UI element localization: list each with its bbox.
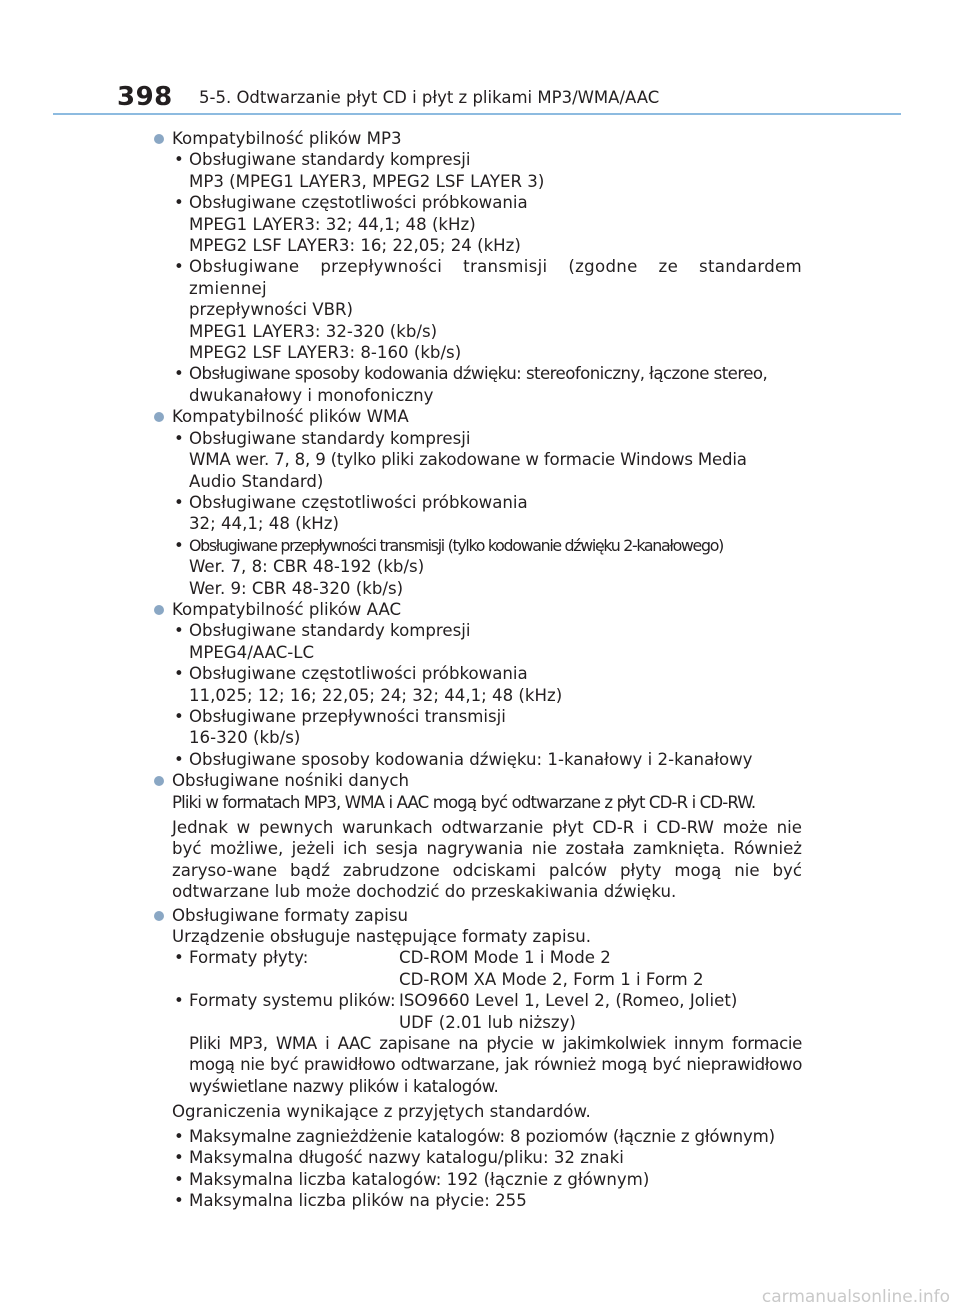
list-item xyxy=(152,363,802,406)
item-text: • Obsługiwane częstotliwości próbkowania xyxy=(189,664,528,684)
item-text: • Maksymalna liczba plików na płycie: 255 xyxy=(189,1190,527,1210)
paragraph: Urządzenie obsługuje następujące formaty zapisu. xyxy=(172,927,592,947)
format-value: CD-ROM XA Mode 2, Form 1 i Form 2 xyxy=(399,969,704,989)
item-text: 16-320 (kb/s) xyxy=(189,728,301,748)
section-mp3 xyxy=(152,128,802,149)
format-label: Formaty systemu plików: xyxy=(189,991,396,1011)
paragraph: Pliki w formatach MP3, WMA i AAC mogą być odtwarzane z płyt CD-R i CD-RW. xyxy=(172,792,756,812)
item-text: 32; 44,1; 48 (kHz) xyxy=(189,514,339,534)
section-bullet-icon xyxy=(154,911,164,921)
item-text: • Obsługiwane przepływności transmisji (tylko kodowanie dźwięku 2-kanałowego) xyxy=(189,535,723,555)
item-text: • Obsługiwane częstotliwości próbkowania xyxy=(189,193,528,213)
header-divider xyxy=(53,113,901,115)
item-text: • Obsługiwane sposoby kodowania dźwięku: 1-kanałowy i 2-kanałowy xyxy=(189,749,753,769)
item-text: MPEG1 LAYER3: 32; 44,1; 48 (kHz) xyxy=(189,214,476,234)
section-bullet-icon xyxy=(154,412,164,422)
format-values xyxy=(399,990,737,1033)
item-text: • Obsługiwane standardy kompresji xyxy=(189,150,471,170)
format-value: CD-ROM Mode 1 i Mode 2 xyxy=(399,948,611,968)
list-item xyxy=(152,149,802,192)
watermark: carmanualsonline.info xyxy=(761,1287,950,1307)
item-text: WMA wer. 7, 8, 9 (tylko pliki zakodowane w formacie Windows Media xyxy=(189,450,747,470)
page-content xyxy=(152,128,802,1211)
item-text: MPEG2 LSF LAYER3: 16; 22,05; 24 (kHz) xyxy=(189,236,521,256)
paragraph: Ograniczenia wynikające z przyjętych standardów. xyxy=(172,1102,591,1122)
item-text: MPEG2 LSF LAYER3: 8-160 (kb/s) xyxy=(189,343,462,363)
section-aac xyxy=(152,599,802,620)
section-formats xyxy=(152,905,802,926)
list-item xyxy=(152,492,802,535)
list-item xyxy=(152,256,802,363)
item-text: MP3 (MPEG1 LAYER3, MPEG2 LSF LAYER 3) xyxy=(189,171,545,191)
item-text: • Obsługiwane standardy kompresji xyxy=(189,621,471,641)
format-row-filesystem xyxy=(152,990,802,1033)
section-title: Obsługiwane nośniki danych xyxy=(172,771,409,791)
item-text: • Obsługiwane przepływności transmisji (zgodne ze standardem zmiennej xyxy=(189,257,802,298)
format-value: UDF (2.01 lub niższy) xyxy=(399,1012,576,1032)
section-bullet-icon xyxy=(154,134,164,144)
item-text: • Maksymalna długość nazwy katalogu/pliku: 32 znaki xyxy=(189,1148,624,1168)
page-number: 398 xyxy=(117,82,173,112)
item-text: Wer. 9: CBR 48-320 (kb/s) xyxy=(189,578,404,598)
list-item xyxy=(152,749,802,770)
chapter-title: 5-5. Odtwarzanie płyt CD i płyt z plikami MP3/WMA/AAC xyxy=(199,88,660,107)
item-text: • Obsługiwane standardy kompresji xyxy=(189,428,471,448)
item-text: dwukanałowy i monofoniczny xyxy=(189,385,434,405)
format-values xyxy=(399,947,704,990)
paragraph: Jednak w pewnych warunkach odtwarzanie płyt CD-R i CD-RW może nie być możliwe, jeżeli ich sesja nagrywania nie została zamknięta. Również zaryso-wane bądź zabrudzone odciskami palców płyty mogą nie być odtwarzane lub może dochodzić do przeskakiwania dźwięku. xyxy=(172,818,802,902)
list-item xyxy=(152,1147,802,1168)
list-item xyxy=(152,706,802,749)
item-text: MPEG4/AAC-LC xyxy=(189,642,315,662)
item-text: • Maksymalna liczba katalogów: 192 (łącznie z głównym) xyxy=(189,1169,650,1189)
list-item xyxy=(152,1190,802,1211)
item-text: Audio Standard) xyxy=(189,471,324,491)
section-title: Kompatybilność plików AAC xyxy=(172,599,402,619)
list-item xyxy=(152,663,802,706)
section-bullet-icon xyxy=(154,776,164,786)
list-item xyxy=(152,428,802,492)
page-header xyxy=(117,82,917,112)
section-bullet-icon xyxy=(154,605,164,615)
item-text: Wer. 7, 8: CBR 48-192 (kb/s) xyxy=(189,557,425,577)
section-title: Kompatybilność plików MP3 xyxy=(172,129,402,148)
section-media xyxy=(152,770,802,791)
item-text: MPEG1 LAYER3: 32-320 (kb/s) xyxy=(189,321,438,341)
section-title: Kompatybilność plików WMA xyxy=(172,407,409,427)
item-text: 11,025; 12; 16; 22,05; 24; 32; 44,1; 48 (kHz) xyxy=(189,685,563,705)
list-item xyxy=(152,1126,802,1147)
format-row-disc xyxy=(152,947,802,990)
section-wma xyxy=(152,406,802,427)
item-text: • Obsługiwane przepływności transmisji xyxy=(189,706,506,726)
section-title: Obsługiwane formaty zapisu xyxy=(172,905,408,925)
list-item xyxy=(152,620,802,663)
format-label: Formaty płyty: xyxy=(189,948,309,968)
item-text: • Obsługiwane częstotliwości próbkowania xyxy=(189,492,528,512)
item-text: • Obsługiwane sposoby kodowania dźwięku: stereofoniczny, łączone stereo, xyxy=(189,364,768,384)
list-item xyxy=(152,1169,802,1190)
format-note: Pliki MP3, WMA i AAC zapisane na płycie w jakimkolwiek innym formacie mogą nie być prawidłowo odtwarzane, jak również mogą być nieprawidłowo wyświetlane nazwy plików i katalogów. xyxy=(189,1034,802,1096)
item-text: przepływności VBR) xyxy=(189,300,353,320)
item-text: • Maksymalne zagnieżdżenie katalogów: 8 poziomów (łącznie z głównym) xyxy=(189,1126,775,1146)
list-item xyxy=(152,192,802,256)
list-item xyxy=(152,535,802,599)
format-value: ISO9660 Level 1, Level 2, (Romeo, Joliet) xyxy=(399,991,738,1011)
